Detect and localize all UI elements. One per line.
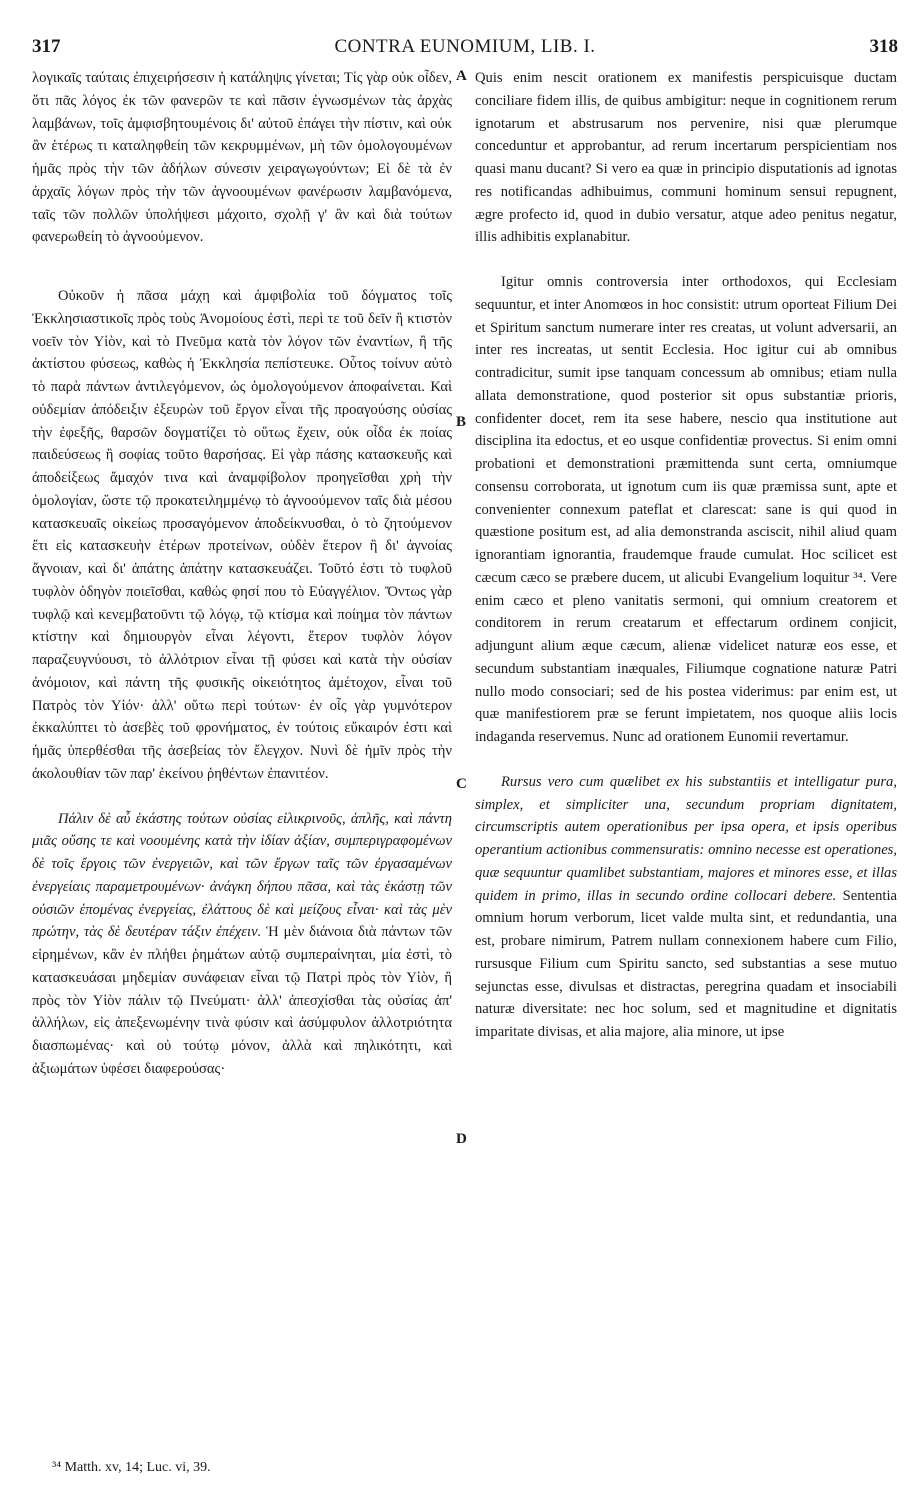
running-title: CONTRA EUNOMIUM, LIB. I. xyxy=(334,36,596,57)
greek-quotation: Πάλιν δὲ αὖ ἑκάστης τούτων οὐσίας εἰλικρινοῦς, ἁπλῆς, καὶ πάντη μιᾶς οὔσης τε καὶ νοουμένης κατὰ τὴν ἰδίαν ἀξίαν, συμπεριγραφομένων δὲ τοῖς ἔργοις τῶν ἐνεργειῶν, καὶ τῶν ἔργων ταῖς τῶν ἐργασαμένων ἐνεργείαις παραμετρουμένων· ἀνάγκη δήπου πᾶσα, καὶ τὰς ἑκάστῃ τῶν οὐσιῶν ἑπομένας ἐνεργείας, ἐλάττους δὲ καὶ μείζους εἶναι· καὶ τὰς μὲν πρώτην, τὰς δὲ δευτέραν τάξιν ἐπέχειν. xyxy=(32,810,452,941)
paragraph-gap xyxy=(32,786,452,808)
margin-marker-a: A xyxy=(456,68,467,84)
margin-marker-c: C xyxy=(456,776,467,792)
latin-paragraph-3 xyxy=(475,771,897,1044)
page-header xyxy=(32,36,898,62)
latin-paragraph-2: Igitur omnis controversia inter orthodoxos, qui Ecclesiam sequuntur, et inter Anomœos in hoc consistit: utrum oporteat Filium Dei et Spiritum sanctum numerare inter res creatas, ut volunt adversarii, an inter res increatas, ut sentit Ecclesia. Hoc igitur cui ab omnibus contradicitur, sumit ipse tanquam concessum ab omnibus; etiam nulla allata demonstratione, quod posterior sit opus substantiæ prioris, confidenter docet, rem ita sese habere, nescio qua institutione aut disciplina ita edoctus, et eo usque confidentiæ provectus. Si enim omni probationi et demonstrationi præmittenda sunt certa, omniumque consensu corroborata, ut ignotum cum iis quæ præmissa sunt, apte et convenienter connexum pateflat et clarescat: sane is qui quod in quæstione positum est, ad alia demonstranda asciscit, nihil aliud quam ignorantiam ignorantia, fraudemque fraude cumulat. Hoc scilicet est cæcum cæco se præbere ducem, ut alicubi Evangelium loquitur ³⁴. Vere enim cæco et pleno vanitatis sermoni, qui omnium creatorem et conditorem in rerum creatarum et effectarum ordinem conjicit, adjungunt alium æque cæcum, alienæ videlicet naturæ eos esse, et secundum substantiam inæquales, Filiumque cognatione naturæ Patri nullo modo consociari; sed de his postea viderimus: par enim est, ut quæ manifestiorem præ se ferunt impietatem, nos quoque aliis locis indaganda reservemus. Nunc ad orationem Eunomii revertamur. xyxy=(475,274,897,745)
page-number-left: 317 xyxy=(32,36,61,57)
paragraph-gap xyxy=(475,749,897,771)
latin-column xyxy=(475,67,897,1044)
latin-paragraph-1: Quis enim nescit orationem ex manifestis perspicuisque ductam conciliare fidem illis, de quibus ambigitur: neque in cognitionem rerum ignotarum et abstrusarum nos pervenire, nisi quæ plerumque conceduntur et approbantur, ad rerum incertarum perspicientiam nos quasi manu ducant? Si vero ea quæ in principio disputationis ad ignotas res notificandas adhibuimus, communi hominum sensui repugnent, ægre profecto id, quod in dubio versatur, atque adeo penitus negatur, illis adhibitis explanabitur. xyxy=(475,70,897,246)
paragraph-gap xyxy=(475,249,897,271)
margin-marker-d: D xyxy=(456,1131,467,1147)
latin-quotation: Rursus vero cum quælibet ex his substantiis et intelligatur pura, simplex, et simpliciter una, secundum propriam dignitatem, circumscriptis autem operationibus per ipsa opera, et ipsis operibus operantium actionibus commensuratis: omnino necesse est operationes, quæ sequuntur quamlibet substantiam, majores et minores esse, et illas quidem in primo, illas in secundo ordine collocari debere. xyxy=(475,773,897,904)
footnote: ³⁴ Matth. xv, 14; Luc. vi, 39. xyxy=(52,1460,211,1475)
greek-paragraph-2: Οὐκοῦν ἡ πᾶσα μάχη καὶ ἀμφιβολία τοῦ δόγματος τοῖς Ἐκκλησιαστικοῖς πρὸς τοὺς Ἀνομοίους ἐστὶ, περὶ τε τοῦ δεῖν ἢ κτιστὸν νοεῖν τὸν Υἱὸν, καὶ τὸ Πνεῦμα κατὰ τὸν λόγον τῶν ἐναντίων, ἢ τῆς ἀκτίστου φύσεως, καθὼς ἡ Ἐκκλησία πεπίστευκε. Οὗτος τοίνυν αὐτὸ τὸ παρὰ πάντων ἀντιλεγόμενον, ὡς ὁμολογούμενον ἀποφαίνεται. Καὶ οὐδεμίαν ἀπόδειξιν ἐξευρὼν τοῦ ἔργον εἶναι τῆς προαγούσης οὐσίας τὴν ἐφεξῆς, θαρσῶν δογματίζει τὸ οὕτως ἔχειν, οὐκ οἶδα ἐκ ποίας παιδεύσεως ἢ σοφίας τοῦτο θαρσήσας. Εἰ γὰρ πάσης κατασκευῆς καὶ ἀποδείξεως ἄμαχόν τινα καὶ ἀναμφίβολον προηγεῖσθαι χρὴ τὴν ὁμολογίαν, ὥστε τῷ προκατειλημμένῳ τὸ ἀγνοούμενον ταῖς διὰ μέσου κατασκευαῖς οἰκείως προσαγόμενον ἀποδείκνυσθαι, ὁ τὸ ζητούμενον ἔτι εἰς κατασκευὴν ἑτέρων προτείνων, οὐδὲν ἕτερον ἢ δι' ἀγνοίας ἄγνοιαν, καὶ δι' ἀπάτης ἀπάτην κατασκευάζει. Τοῦτό ἐστι τὸ τυφλοῦ τυφλὸν ὁδηγὸν ποιεῖσθαι, καθώς φησί που τὸ Εὐαγγέλιον. Ὄντως γὰρ τυφλῷ καὶ κενεμβατοῦντι τῷ λόγῳ, τῷ κτίσμα καὶ ποίημα τὸν πάντων κτίστην καὶ δημιουργὸν εἶναι λέγοντι, ἕτερον τυφλὸν λόγον παραζευγνύουσι, τὸ ἀλλότριον εἶναι τῇ φύσει καὶ κατὰ τὴν οὐσίαν ἀνόμοιον, καὶ πάντη τῆς φυσικῆς οἰκειότητος ἀμέτοχον, εἶναι τοῦ Πατρὸς τὸν Υἱόν· ἀλλ' οὕτω περὶ τούτων· ἐν οἷς γὰρ γυμνότερον ἐκκαλύπτει τὸ ἀσεβὲς τοῦ φρονήματος, ἐν τούτοις εὔκαιρόν ἐστι καὶ ἡμᾶς ὑπερθέσθαι τῆς ἀσεβείας τὸν ἔλεγχον. Νυνὶ δὲ ἡμῖν πρὸς τὴν ἀκολουθίαν τῶν παρ' ἐκείνου ῥηθέντων ἐπανιτέον. xyxy=(32,288,452,782)
greek-paragraph-1: λογικαῖς ταύταις ἐπιχειρήσεσιν ἡ κατάληψις γίνεται; Τίς γὰρ οὐκ οἶδεν, ὅτι πᾶς λόγος ἐκ τῶν φανερῶν τε καὶ πᾶσιν ἐγνωσμένων τὰς ἀρχὰς λαμβάνων, τοῖς ἀμφισβητουμένοις δι' αὐτοῦ ἐπάγει τὴν πίστιν, καὶ οὐκ ἂν ἑτέρως τι καταληφθείη τῶν κεκρυμμένων, μὴ τῶν ὁμολογουμένων ἡμᾶς πρὸς τὴν τῶν ἀδήλων σύνεσιν χειραγωγούντων; Εἰ δὲ τὰ ἐν ἀρχαῖς λόγων πρὸς τὴν τῶν ἀγνοουμένων φανέρωσιν λαμβανόμενα, ταῖς τῶν πολλῶν ὑπολήψεσι μάχοιτο, σχολῇ γ' ἂν καὶ διὰ τούτων φανερωθείη τὸ ἀγνοούμενον. xyxy=(32,70,452,246)
latin-commentary: Sententia omnium horum verborum, licet valde multa sint, et redundantia, una est, probare nimirum, Patrem nullam connexionem habere cum Filio, rursusque Filium cum Spiritu sancto, sed substantias a sese mutuo sejunctas esse, divulsas et distractas, peregrina quadam et insociabili naturæ diversitate: nec hoc solum, sed et magnitudine et dignitatis imparitate divisas, et alia majore, alia minore, ut ipse xyxy=(475,887,897,1040)
margin-marker-b: B xyxy=(456,414,467,430)
page-number-right: 318 xyxy=(869,36,898,57)
greek-commentary: Ἡ μὲν διάνοια διὰ πάντων τῶν εἰρημένων, κἂν ἐν πλήθει ῥημάτων αὐτῷ συμπεραίνηται, μία ἐστὶ, τὸ κατασκευάσαι μηδεμίαν συνάφειαν εἶναι τῷ Πατρὶ πρὸς τὸν Υἱὸν, ἢ πρὸς τὸν Υἱὸν πάλιν τῷ Πνεύματι· ἀλλ' ἀπεσχίσθαι τὰς οὐσίας ἀπ' ἀλλήλων, εἰς ἀπεξενωμένην τινὰ φύσιν καὶ ἀσύμφυλον ἀλλοτριότητα διασπωμένας· καὶ οὐ τούτῳ μόνον, ἀλλὰ καὶ πηλικότητι, καὶ ἀξιωμάτων ὑφέσει διαφερούσας· xyxy=(32,924,452,1077)
greek-column xyxy=(32,67,452,1081)
greek-paragraph-3 xyxy=(32,808,452,1081)
paragraph-gap xyxy=(32,249,452,285)
